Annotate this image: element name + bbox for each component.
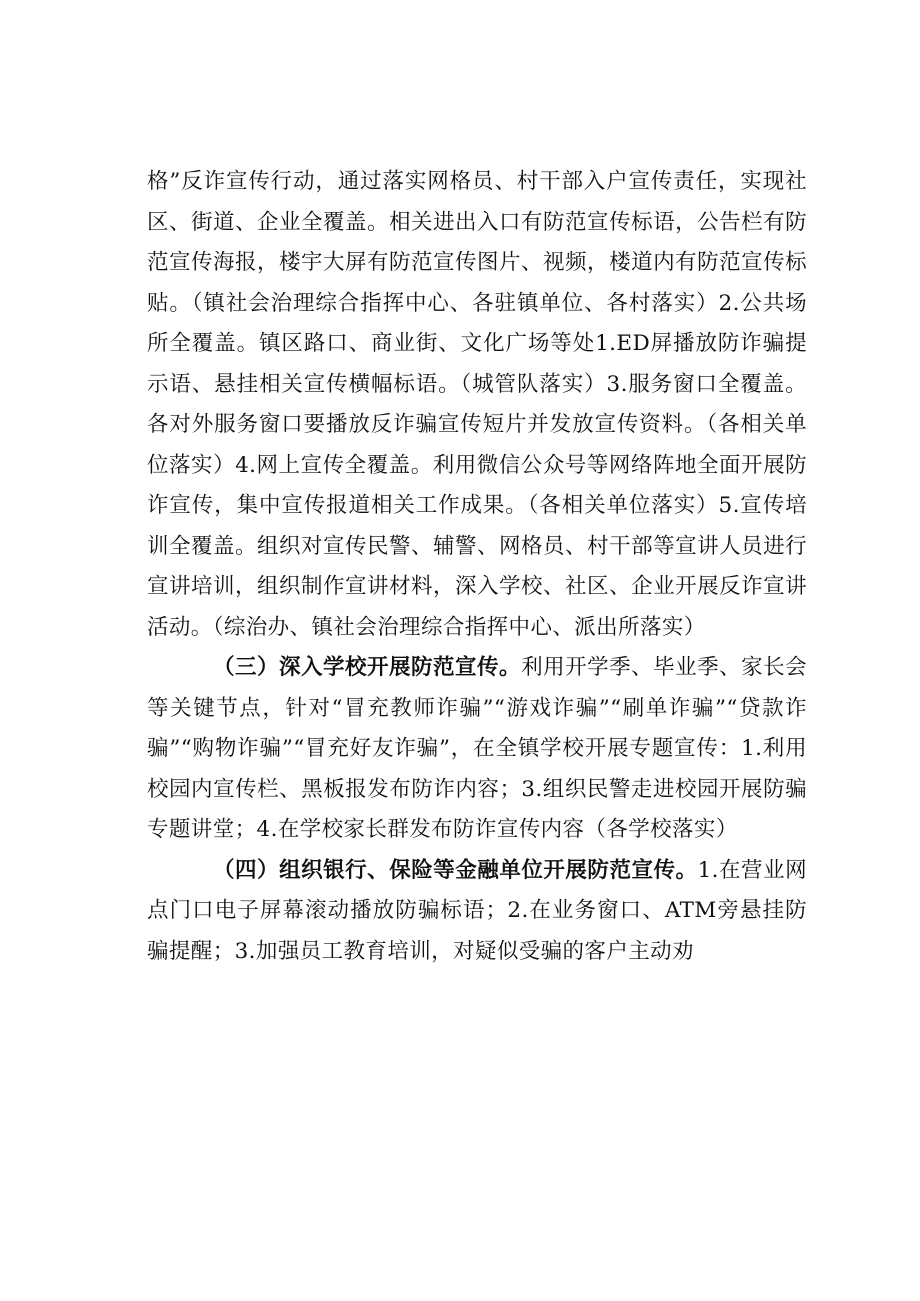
paragraph-body: 利用开学季、毕业季、家长会等关键节点，针对“冒充教师诈骗”“游戏诈骗”“刷单诈骗”“贷款诈骗”“购物诈骗”“冒充好友诈骗”，在全镇学校开展专题宣传：1.利用校园内宣传栏、黑板报发布防诈内容；3.组织民警走进校园开展防骗专题讲堂；4.在学校家长群发布防诈宣传内容（各学校落实） (147, 655, 808, 842)
paragraph-community-coverage (147, 162, 807, 648)
paragraph-body: 格”反诈宣传行动，通过落实网格员、村干部入户宣传责任，实现社区、街道、企业全覆盖。相关进出入口有防范宣传标语，公告栏有防范宣传海报，楼宇大屏有防范宣传图片、视频，楼道内有防范宣传标贴。（镇社会治理综合指挥中心、各驻镇单位、各村落实）2.公共场所全覆盖。镇区路口、商业街、文化广场等处1.ED屏播放防诈骗提示语、悬挂相关宣传横幅标语。（城管队落实）3.服务窗口全覆盖。各对外服务窗口要播放反诈骗宣传短片并发放宣传资料。（各相关单位落实）4.网上宣传全覆盖。利用微信公众号等网络阵地全面开展防诈宣传，集中宣传报道相关工作成果。（各相关单位落实）5.宣传培训全覆盖。组织对宣传民警、辅警、网格员、村干部等宣讲人员进行宣讲培训，组织制作宣讲材料，深入学校、社区、企业开展反诈宣讲活动。（综治办、镇社会治理综合指挥中心、派出所落实） (147, 169, 807, 640)
section-heading-3: （三）深入学校开展防范宣传。 (213, 655, 522, 680)
section-heading-4: （四）组织银行、保险等金融单位开展防范宣传。 (213, 857, 698, 883)
paragraph-school-publicity (147, 648, 807, 851)
paragraph-bank-publicity (147, 851, 807, 973)
document-page (147, 162, 807, 972)
paragraph-body: 1.在营业网点门口电子屏幕滚动播放防骗标语；2.在业务窗口、ATM旁悬挂防骗提醒；3.加强员工教育培训，对疑似受骗的客户主动劝 (147, 857, 807, 964)
